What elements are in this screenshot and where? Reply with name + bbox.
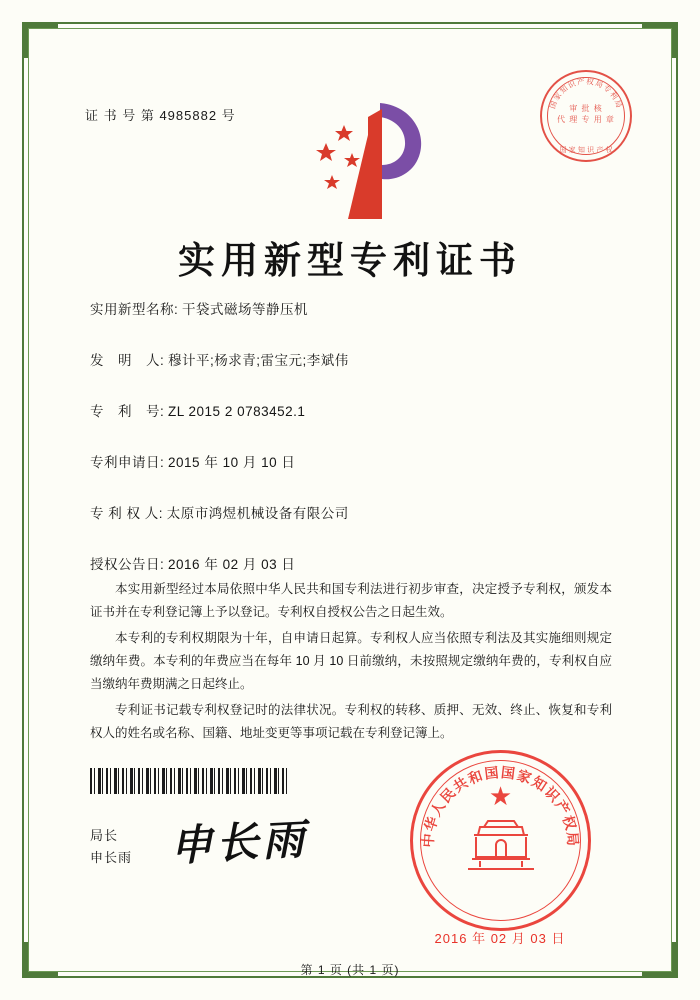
signature-block [90, 825, 132, 869]
field-label: 授权公告日: [90, 557, 165, 572]
barcode [90, 768, 290, 794]
field-label: 实用新型名称: [90, 302, 179, 317]
field-row-grant-announcement-date [90, 553, 610, 573]
certificate-fields [90, 298, 610, 604]
field-value: 太原市鸿煜机械设备有限公司 [166, 506, 349, 521]
page-footer: 第 1 页 (共 1 页) [300, 963, 400, 977]
signature-name: 申长雨 [90, 850, 133, 865]
field-value: 穆计平;杨求青;雷宝元;李斌伟 [168, 353, 349, 368]
legal-paragraph: 专利证书记载专利权登记时的法律状况。专利权的转移、质押、无效、终止、恢复和专利权人的姓名或名称、国籍、地址变更等事项记载在专利登记簿上。 [90, 703, 612, 740]
handwritten-signature: 申长雨 [168, 814, 310, 871]
agency-seal-icon [540, 70, 632, 162]
svg-text:中华人民共和国国家知识产权局: 中华人民共和国国家知识产权局 [420, 765, 581, 849]
seal-date: 2016 年 02 月 03 日 [434, 931, 566, 946]
field-value: 干袋式磁场等静压机 [182, 302, 309, 317]
field-row-application-date [90, 451, 610, 471]
star-icon: ★ [488, 781, 513, 811]
page-title: 实用新型专利证书 [178, 238, 522, 282]
tiananmen-icon [466, 815, 536, 871]
field-row-patent-number [90, 400, 610, 420]
legal-paragraph: 本实用新型经过本局依照中华人民共和国专利法进行初步审查，决定授予专利权，颁发本证书并在专利登记簿上予以登记。专利权自授权公告之日起生效。 [90, 582, 612, 619]
legal-paragraph: 本专利的专利权期限为十年，自申请日起算。专利权人应当依照专利法及其实施细则规定缴纳年费。本专利的年费应当在每年 10 月 10 日前缴纳，未按照规定缴纳年费的，专利权自应当缴纳年费期满之日起终止。 [90, 631, 612, 691]
field-label: 专 利 权 人: [90, 506, 164, 521]
field-label: 专利申请日: [90, 455, 165, 470]
svg-text:国家知识产权局专利局: 国家知识产权局专利局 [547, 76, 625, 110]
signature-role: 局长 [90, 828, 119, 843]
field-row-patentee [90, 502, 610, 522]
field-label: 专 利 号: [90, 404, 165, 419]
field-row-inventors [90, 349, 610, 369]
national-seal-icon [410, 750, 591, 931]
legal-text [90, 578, 612, 748]
certificate-number: 证 书 号 第 4985882 号 [85, 108, 236, 123]
certificate-content [50, 50, 650, 950]
cnipa-logo-icon [308, 95, 448, 225]
field-value: ZL 2015 2 0783452.1 [168, 404, 306, 419]
field-value: 2015 年 10 月 10 日 [168, 455, 296, 470]
field-label: 发 明 人: [90, 353, 165, 368]
agency-seal-center-text: 审 批 核 代 理 专 用 章 [557, 104, 615, 124]
svg-text:国 家 知 识 产 权: 国 家 知 识 产 权 [559, 146, 613, 154]
field-row-utility-model-name [90, 298, 610, 318]
field-value: 2016 年 02 月 03 日 [168, 557, 296, 572]
